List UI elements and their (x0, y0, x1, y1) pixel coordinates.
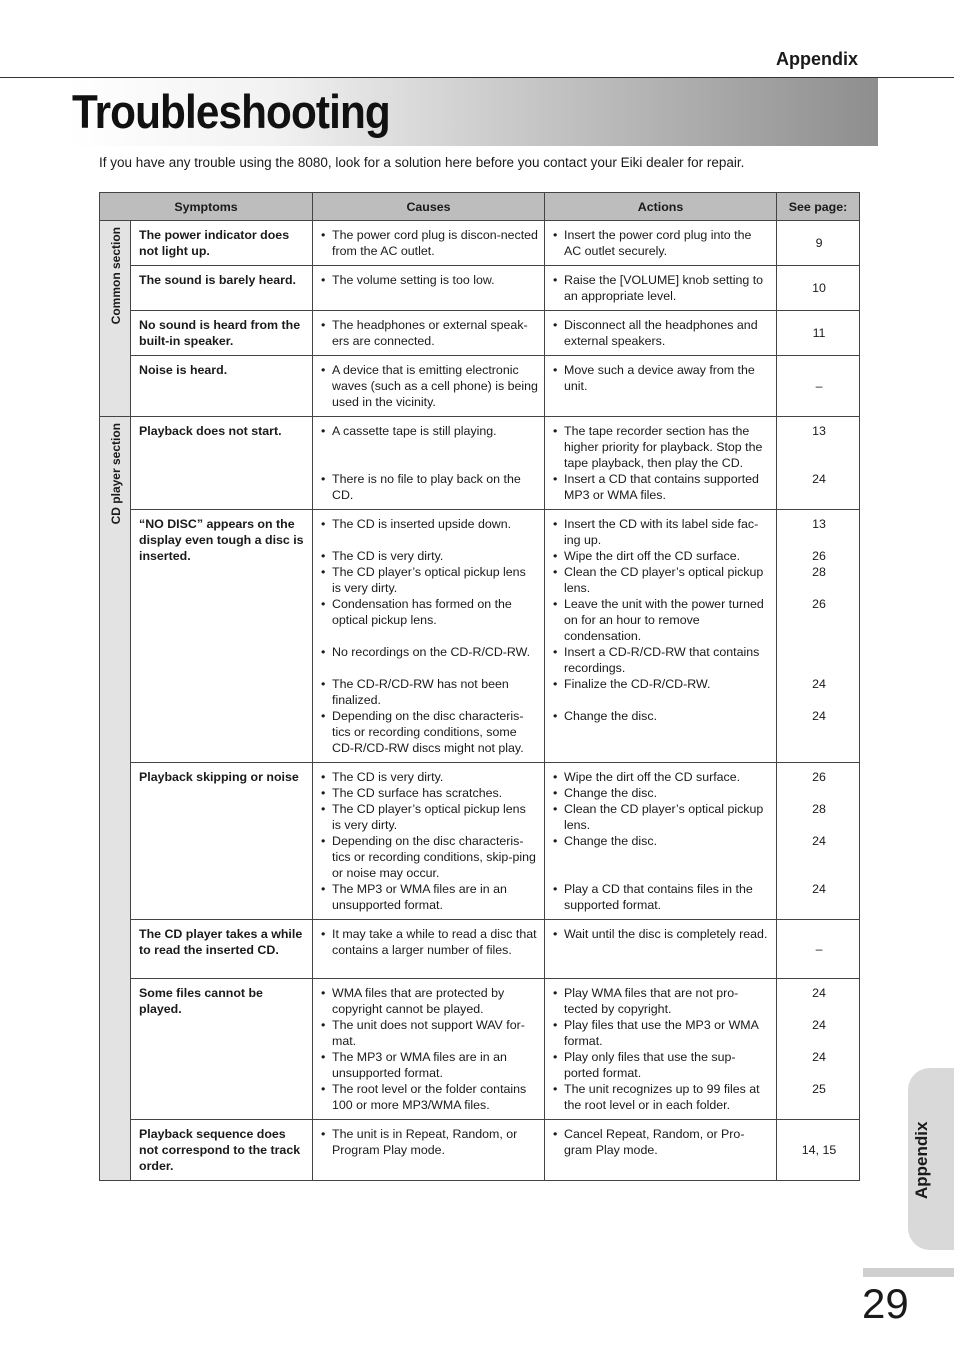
actions-cell (545, 417, 777, 510)
causes-cell (313, 311, 545, 356)
action-item: • Insert a CD that contains supported MP3 or WMA files. (553, 471, 770, 503)
action-item: • Leave the unit with the power turned on for an hour to remove condensation. (553, 596, 770, 644)
cause-item: • The unit does not support WAV for-mat. (321, 1017, 538, 1049)
page-cell (777, 763, 860, 920)
actions-cell (545, 311, 777, 356)
cause-item: • The volume setting is too low. (321, 272, 538, 288)
symptom-cell: “NO DISC” appears on the display even tough a disc is inserted. (131, 510, 313, 763)
causes-cell (313, 763, 545, 920)
table-row (100, 979, 860, 1120)
page-ref: 13 (812, 424, 826, 438)
actions-cell (545, 1120, 777, 1181)
table-row (100, 920, 860, 979)
action-item: • Insert a CD-R/CD-RW that contains recordings. (553, 644, 770, 676)
symptom-cell: The CD player takes a while to read the inserted CD. (131, 920, 313, 979)
page-cell: 10 (777, 266, 860, 311)
symptom-cell: Playback does not start. (131, 417, 313, 510)
action-item: • Change the disc. (553, 785, 770, 801)
page-ref: 24 (812, 472, 826, 486)
action-item: • Play WMA files that are not pro-tected by copyright. (553, 985, 770, 1017)
cause-item: • The root level or the folder contains 100 or more MP3/WMA files. (321, 1081, 538, 1113)
page-ref: 24 (812, 882, 826, 896)
actions-cell (545, 510, 777, 763)
action-item: • Cancel Repeat, Random, or Pro-gram Play mode. (553, 1126, 770, 1158)
symptom-cell: Some files cannot be played. (131, 979, 313, 1120)
page-ref: 26 (812, 770, 826, 784)
causes-cell (313, 417, 545, 510)
symptom-cell: Noise is heard. (131, 356, 313, 417)
page-cell (777, 510, 860, 763)
symptom-cell: Playback skipping or noise (131, 763, 313, 920)
cause-item: • The CD player’s optical pickup lens is very dirty. (321, 801, 538, 833)
action-item: • Disconnect all the headphones and external speakers. (553, 317, 770, 349)
header-see-page: See page: (777, 193, 860, 221)
page-ref: 25 (812, 1082, 826, 1096)
cause-item: • The CD is very dirty. (321, 769, 538, 785)
page-cell: 9 (777, 221, 860, 266)
causes-cell (313, 356, 545, 417)
cause-item: • The MP3 or WMA files are in an unsupported format. (321, 1049, 538, 1081)
actions-cell (545, 979, 777, 1120)
page-number-bar (863, 1268, 954, 1277)
page-number: 29 (862, 1280, 909, 1327)
cause-item: • The CD surface has scratches. (321, 785, 538, 801)
causes-cell (313, 510, 545, 763)
action-item: • Move such a device away from the unit. (553, 362, 770, 394)
table-row (100, 266, 860, 311)
table-row (100, 311, 860, 356)
page-title: Troubleshooting (72, 85, 390, 138)
section-label-cd-player: CD player section (109, 423, 123, 525)
cause-item: • The CD is inserted upside down. (321, 516, 538, 532)
table-row (100, 1120, 860, 1181)
page-cell (777, 979, 860, 1120)
cause-item: • No recordings on the CD-R/CD-RW. (321, 644, 538, 660)
action-item: • Insert the power cord plug into the AC outlet securely. (553, 227, 770, 259)
section-label-common: Common section (109, 227, 123, 325)
table-row (100, 510, 860, 763)
page-ref: 24 (812, 709, 826, 723)
causes-cell (313, 266, 545, 311)
cause-item: • The headphones or external speak-ers are connected. (321, 317, 538, 349)
page-ref: 13 (812, 517, 826, 531)
page-ref: 26 (812, 549, 826, 563)
cause-item: • WMA files that are protected by copyright cannot be played. (321, 985, 538, 1017)
action-item: • Play files that use the MP3 or WMA format. (553, 1017, 770, 1049)
symptom-cell: Playback sequence does not correspond to the track order. (131, 1120, 313, 1181)
action-item: • Wipe the dirt off the CD surface. (553, 548, 770, 564)
action-item: • Clean the CD player’s optical pickup lens. (553, 801, 770, 833)
cause-item: • Depending on the disc characteris-tics or recording conditions, some CD-R/CD-RW discs might not play. (321, 708, 538, 756)
actions-cell (545, 920, 777, 979)
action-item: • Change the disc. (553, 708, 770, 724)
cause-item: • The CD is very dirty. (321, 548, 538, 564)
cause-item: • The CD-R/CD-RW has not been finalized. (321, 676, 538, 708)
action-item: • Insert the CD with its label side fac-ing up. (553, 516, 770, 548)
causes-cell (313, 920, 545, 979)
action-item: • Finalize the CD-R/CD-RW. (553, 676, 770, 692)
actions-cell (545, 221, 777, 266)
symptom-cell: No sound is heard from the built-in speaker. (131, 311, 313, 356)
action-item: • Play a CD that contains files in the supported format. (553, 881, 770, 913)
cause-item: • The CD player’s optical pickup lens is very dirty. (321, 564, 538, 596)
table-header-row (100, 193, 860, 221)
symptom-cell: The power indicator does not light up. (131, 221, 313, 266)
page-cell: 11 (777, 311, 860, 356)
action-item: • Change the disc. (553, 833, 770, 849)
page-ref: 24 (812, 1050, 826, 1064)
action-item: • Wait until the disc is completely read. (553, 926, 770, 942)
section-header: Appendix (775, 49, 858, 69)
action-item: • Wipe the dirt off the CD surface. (553, 769, 770, 785)
section-common (100, 221, 131, 417)
side-tab-label: Appendix (912, 1121, 931, 1199)
page-cell (777, 417, 860, 510)
page-ref: 24 (812, 1018, 826, 1032)
symptom-cell: The sound is barely heard. (131, 266, 313, 311)
actions-cell (545, 763, 777, 920)
cause-item: • The unit is in Repeat, Random, or Program Play mode. (321, 1126, 538, 1158)
troubleshooting-table (99, 192, 860, 1181)
header-symptoms: Symptoms (100, 193, 313, 221)
action-item: • Clean the CD player’s optical pickup lens. (553, 564, 770, 596)
cause-item: • The MP3 or WMA files are in an unsupported format. (321, 881, 538, 913)
table-row (100, 763, 860, 920)
header-causes: Causes (313, 193, 545, 221)
page-ref: 28 (812, 565, 826, 579)
section-cd-player (100, 417, 131, 1181)
page-ref: 24 (812, 986, 826, 1000)
page-ref: 24 (812, 677, 826, 691)
page-ref: 26 (812, 597, 826, 611)
table-row (100, 417, 860, 510)
page-cell: – (777, 920, 860, 979)
cause-item: • A device that is emitting electronic waves (such as a cell phone) is being used in the vicinity. (321, 362, 538, 410)
cause-item: • Depending on the disc characteris-tics or recording conditions, skip-ping or noise may occur. (321, 833, 538, 881)
causes-cell (313, 1120, 545, 1181)
action-item: • The unit recognizes up to 99 files at the root level or in each folder. (553, 1081, 770, 1113)
page-cell: – (777, 356, 860, 417)
page-ref: 28 (812, 802, 826, 816)
action-item: • Raise the [VOLUME] knob setting to an appropriate level. (553, 272, 770, 304)
action-item: • The tape recorder section has the higher priority for playback. Stop the tape playback, then play the CD. (553, 423, 770, 471)
intro-paragraph: If you have any trouble using the 8080, look for a solution here before you contact your Eiki dealer for repair. (99, 155, 745, 170)
header-actions: Actions (545, 193, 777, 221)
cause-item: • There is no file to play back on the CD. (321, 471, 538, 503)
cause-item: • Condensation has formed on the optical pickup lens. (321, 596, 538, 628)
cause-item: • It may take a while to read a disc that contains a larger number of files. (321, 926, 538, 958)
action-item: • Play only files that use the sup-ported format. (553, 1049, 770, 1081)
page-cell: 14, 15 (777, 1120, 860, 1181)
causes-cell (313, 221, 545, 266)
table-row (100, 221, 860, 266)
page-ref: 24 (812, 834, 826, 848)
cause-item: • The power cord plug is discon-nected from the AC outlet. (321, 227, 538, 259)
causes-cell (313, 979, 545, 1120)
cause-item: • A cassette tape is still playing. (321, 423, 538, 439)
actions-cell (545, 266, 777, 311)
actions-cell (545, 356, 777, 417)
table-row (100, 356, 860, 417)
